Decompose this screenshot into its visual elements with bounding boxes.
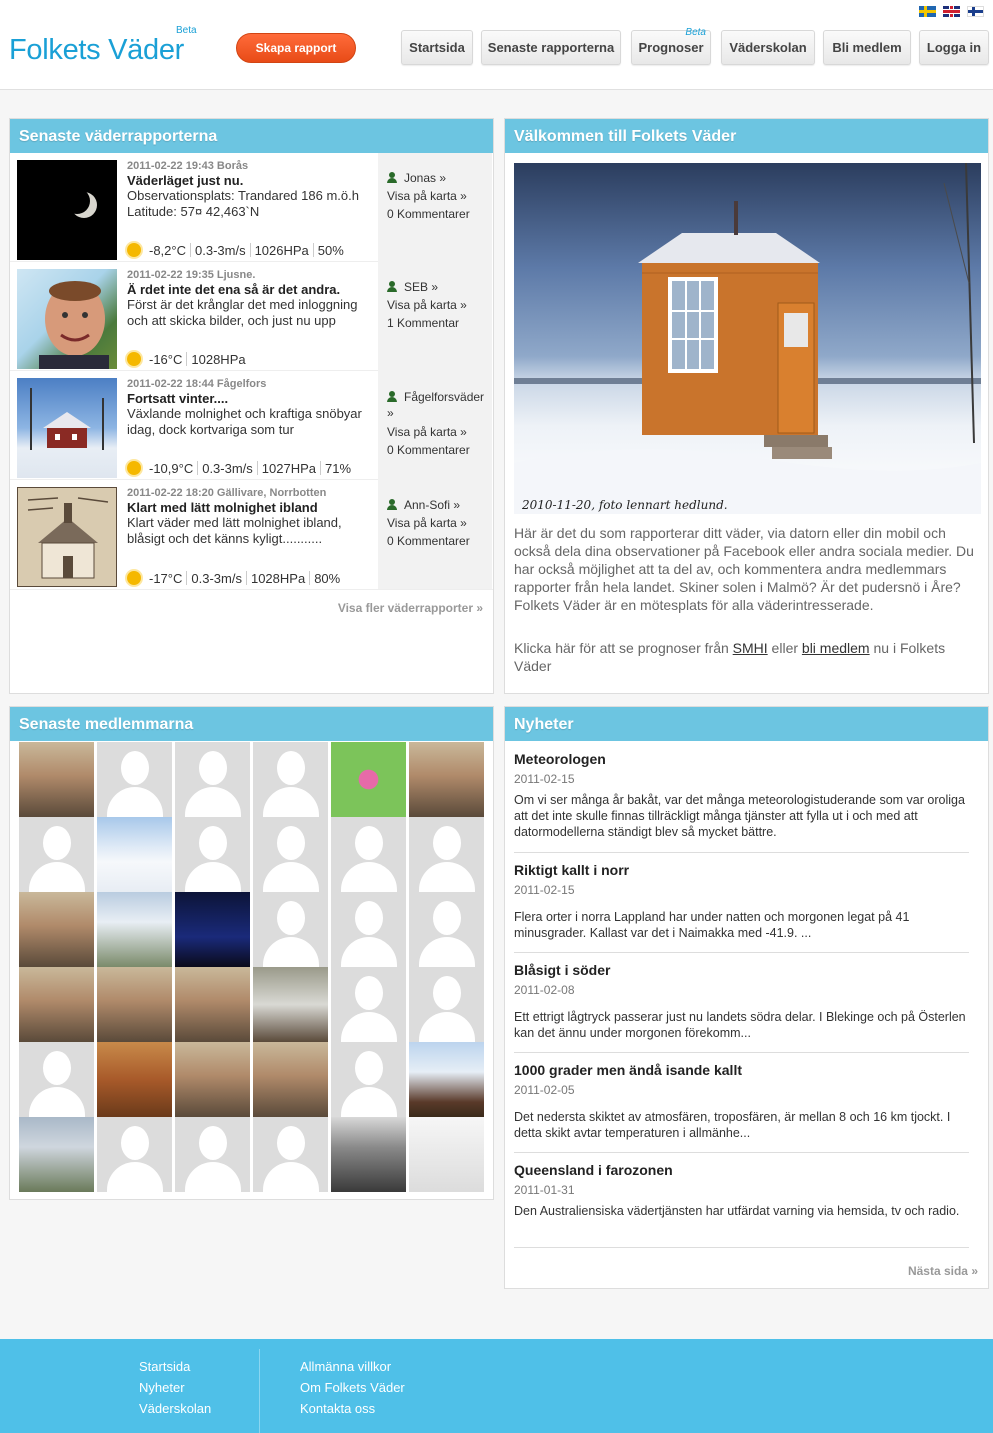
report-meta: 2011-02-22 19:35 Ljusne. [127, 269, 256, 281]
create-report-button[interactable]: Skapa rapport [236, 33, 356, 63]
report-map-link[interactable]: Visa på karta » [387, 516, 467, 530]
report-map-link[interactable]: Visa på karta » [387, 425, 467, 439]
news-item-date: 2011-02-15 [514, 883, 575, 897]
news-item-date: 2011-02-08 [514, 983, 575, 997]
report-temp: -17°C [149, 570, 183, 586]
nav-bli-medlem[interactable]: Bli medlem [823, 30, 911, 65]
member-avatar[interactable] [175, 1042, 250, 1117]
sunny-icon [127, 571, 141, 585]
report-user-link[interactable]: Ann-Sofi » [404, 498, 461, 512]
report-text: Växlande molnighet och kraftiga snöbyar idag, dock kortvariga som tur [127, 406, 362, 437]
welcome-text: Här är det du som rapporterar ditt väder, via datorn eller din mobil och också dela dina observationer på Facebook eller andra sociala medier. Du har också möjlighet att ta del av, och kommentera andra medlemmars rapporter från hela landet. Skiner solen i Malmö? Är det pudersnö i Åre? Folkets Väder är en mötesplats för alla väderintresserade. [514, 525, 974, 613]
report-thumbnail[interactable] [17, 487, 117, 587]
report-item [10, 153, 492, 262]
footer-link-vaderskolan[interactable]: Väderskolan [139, 1401, 212, 1416]
news-item-text: Den Australiensiska vädertjänsten har utfärdat varning via hemsida, tv och radio. [514, 1204, 960, 1218]
report-sidebar [378, 371, 492, 480]
member-avatar[interactable] [19, 742, 94, 817]
report-title[interactable]: Ä rdet inte det ena så är det andra. [127, 282, 341, 297]
report-pressure: 1028HPa [191, 351, 246, 367]
footer-link-om[interactable]: Om Folkets Väder [300, 1380, 405, 1395]
site-header [0, 0, 993, 90]
report-meta: 2011-02-22 19:43 Borås [127, 160, 249, 172]
nav-vaderskolan[interactable]: Väderskolan [721, 30, 815, 65]
user-icon [387, 391, 397, 402]
member-avatar[interactable] [97, 817, 172, 892]
latest-reports-title: Senaste väderrapporterna [10, 119, 493, 153]
report-stats [127, 241, 344, 259]
become-member-link[interactable]: bli medlem [801, 640, 870, 656]
user-icon [387, 281, 397, 292]
report-text: Först är det krånglar det med inloggning och att skicka bilder, och just nu upp [127, 297, 358, 328]
report-thumbnail[interactable] [17, 160, 117, 260]
member-avatar-placeholder[interactable] [97, 1117, 172, 1192]
language-flags [919, 6, 984, 17]
member-avatar-placeholder[interactable] [253, 817, 328, 892]
member-avatar[interactable] [409, 742, 484, 817]
report-user-link[interactable]: SEB » [404, 280, 439, 294]
site-logo[interactable]: Folkets Väder [9, 34, 185, 66]
footer-divider [259, 1349, 260, 1433]
member-avatar[interactable] [19, 1117, 94, 1192]
report-text: Observationsplats: Trandared 186 m.ö.h Latitude: 57¤ 42,463`N [127, 188, 359, 219]
report-sidebar [378, 262, 492, 371]
report-title[interactable]: Klart med lätt molnighet ibland [127, 500, 318, 515]
report-user-link[interactable]: Jonas » [404, 171, 447, 185]
news-item-text: Det nedersta skiktet av atmosfären, troposfären, är mellan 8 och 16 km tjockt. I detta skikt avtar temperaturen i allmänhe... [514, 1110, 951, 1140]
site-footer [0, 1339, 993, 1433]
member-avatar-placeholder[interactable] [331, 817, 406, 892]
welcome-cta [514, 639, 974, 675]
nav-prognoser[interactable] [631, 27, 711, 65]
news-item-title[interactable]: Blåsigt i söder [514, 962, 611, 978]
member-avatar-placeholder[interactable] [253, 742, 328, 817]
member-avatar[interactable] [175, 967, 250, 1042]
report-item [10, 480, 492, 589]
report-pressure: 1027HPa [261, 460, 317, 476]
welcome-cta-text-a: Klicka här för att se prognoser från [514, 640, 733, 656]
member-avatar-placeholder[interactable] [253, 892, 328, 967]
news-item [514, 962, 969, 1053]
latest-members-panel [9, 706, 494, 1200]
news-item-date: 2011-01-31 [514, 1183, 575, 1197]
report-humidity: 80% [314, 570, 341, 586]
report-thumbnail[interactable] [17, 269, 117, 369]
footer-link-startsida[interactable]: Startsida [139, 1359, 191, 1374]
member-avatar-placeholder[interactable] [253, 1117, 328, 1192]
member-avatar[interactable] [331, 742, 406, 817]
member-avatar[interactable] [331, 1117, 406, 1192]
member-avatar[interactable] [253, 1042, 328, 1117]
report-text: Klart väder med lätt molnighet ibland, blåsigt och det känns kyligt........... [127, 515, 342, 546]
news-item [514, 862, 969, 953]
member-avatar-placeholder[interactable] [409, 892, 484, 967]
main-nav [0, 27, 993, 66]
latest-members-title: Senaste medlemmarna [10, 707, 493, 741]
partly-sunny-icon [127, 243, 141, 257]
welcome-photo [514, 163, 981, 514]
report-sidebar [378, 480, 492, 589]
member-avatar[interactable] [175, 892, 250, 967]
member-avatar-placeholder[interactable] [331, 1042, 406, 1117]
member-avatar-placeholder[interactable] [175, 1117, 250, 1192]
report-stats [127, 350, 246, 368]
welcome-cta-text-b: eller [767, 640, 802, 656]
report-comments-link[interactable]: 0 Kommentarer [387, 207, 470, 221]
member-avatar[interactable] [409, 1042, 484, 1117]
report-map-link[interactable]: Visa på karta » [387, 189, 467, 203]
report-temp: -10,9°C [149, 460, 194, 476]
news-item-title[interactable]: Riktigt kallt i norr [514, 862, 630, 878]
member-avatar-placeholder[interactable] [19, 1042, 94, 1117]
welcome-title: Välkommen till Folkets Väder [505, 119, 988, 153]
member-avatar[interactable] [19, 967, 94, 1042]
member-avatar-placeholder[interactable] [175, 817, 250, 892]
report-comments-link[interactable]: 0 Kommentarer [387, 534, 470, 548]
news-item [514, 1062, 969, 1153]
news-title: Nyheter [505, 707, 988, 741]
news-panel [504, 706, 989, 1289]
member-avatar[interactable] [97, 967, 172, 1042]
more-reports-link[interactable]: Visa fler väderrapporter » [337, 601, 483, 615]
report-wind: 0.3-3m/s [202, 460, 253, 476]
member-avatar-placeholder[interactable] [175, 742, 250, 817]
smhi-link[interactable]: SMHI [732, 640, 768, 656]
member-avatar[interactable] [97, 892, 172, 967]
nav-senaste-rapporterna[interactable]: Senaste rapporterna [481, 30, 621, 65]
swedish-flag-icon[interactable] [919, 6, 936, 17]
uk-flag-icon[interactable] [943, 6, 960, 17]
report-temp: -16°C [149, 351, 183, 367]
nav-prognoser-label: Prognoser [638, 40, 704, 55]
news-item [514, 1162, 969, 1248]
report-title[interactable]: Fortsatt vinter.... [127, 391, 229, 406]
photo-caption: 2010-11-20, foto lennart hedlund. [522, 498, 728, 512]
nav-beta-badge: Beta [685, 27, 706, 38]
news-item-text: Om vi ser många år bakåt, var det många meteorologistuderande som var oroliga att det inte skulle finnas tillräckligt många tjänster att fylla ut i och med att datormodellerna ständigt blev så mycket bättre. [514, 793, 965, 839]
member-avatar-placeholder[interactable] [331, 892, 406, 967]
user-icon [387, 499, 397, 510]
nav-startsida[interactable]: Startsida [401, 30, 473, 65]
report-humidity: 71% [325, 460, 352, 476]
report-user-link[interactable]: Fågelforsväder » [387, 390, 485, 420]
report-map-link[interactable]: Visa på karta » [387, 298, 467, 312]
partly-sunny-icon [127, 352, 141, 366]
finnish-flag-icon[interactable] [967, 6, 984, 17]
footer-link-villkor[interactable]: Allmänna villkor [300, 1359, 392, 1374]
news-item-date: 2011-02-15 [514, 772, 575, 786]
report-item [10, 371, 492, 480]
report-stats [127, 459, 351, 477]
report-wind: 0.3-3m/s [191, 570, 242, 586]
report-title[interactable]: Väderläget just nu. [127, 173, 244, 188]
member-avatar[interactable] [253, 967, 328, 1042]
report-comments-link[interactable]: 1 Kommentar [387, 316, 460, 330]
member-avatar[interactable] [19, 892, 94, 967]
member-avatar[interactable] [409, 1117, 484, 1192]
report-item [10, 262, 492, 371]
report-temp: -8,2°C [149, 242, 186, 258]
report-pressure: 1026HPa [254, 242, 309, 258]
news-item-date: 2011-02-05 [514, 1083, 575, 1097]
news-item-title[interactable]: Meteorologen [514, 751, 606, 767]
member-avatar-placeholder[interactable] [97, 742, 172, 817]
footer-link-kontakt[interactable]: Kontakta oss [300, 1401, 376, 1416]
report-meta: 2011-02-22 18:44 Fågelfors [127, 378, 267, 390]
member-avatar-placeholder[interactable] [409, 817, 484, 892]
nav-logga-in[interactable]: Logga in [919, 30, 989, 65]
report-pressure: 1028HPa [250, 570, 306, 586]
report-sidebar [378, 153, 492, 262]
member-avatar-placeholder[interactable] [409, 967, 484, 1042]
member-avatar-placeholder[interactable] [331, 967, 406, 1042]
report-thumbnail[interactable] [17, 378, 117, 478]
report-meta: 2011-02-22 18:20 Gällivare, Norrbotten [127, 487, 327, 499]
report-stats [127, 569, 340, 587]
report-wind: 0.3-3m/s [195, 242, 246, 258]
beta-label: Beta [176, 25, 197, 36]
member-avatar-placeholder[interactable] [19, 817, 94, 892]
news-item-title[interactable]: Queensland i farozonen [514, 1162, 673, 1178]
news-item-title[interactable]: 1000 grader men ändå isande kallt [514, 1062, 742, 1078]
latest-reports-panel [9, 118, 494, 694]
report-humidity: 50% [317, 242, 344, 258]
user-icon [387, 172, 397, 183]
news-item [514, 751, 969, 853]
welcome-panel [504, 118, 989, 694]
footer-link-nyheter[interactable]: Nyheter [139, 1380, 185, 1395]
news-item-text: Flera orter i norra Lappland har under natten och morgonen legat på 41 minusgrader. Kallast var det i Naimakka med -41.9. ... [514, 910, 910, 940]
partly-sunny-icon [127, 461, 141, 475]
news-item-text: Ett ettrigt lågtryck passerar just nu landets södra delar. I Blekinge och på Österlen kan det ännu under morgonen förekomm... [514, 1010, 966, 1040]
member-avatar[interactable] [97, 1042, 172, 1117]
report-comments-link[interactable]: 0 Kommentarer [387, 443, 470, 457]
welcome-cta-text-c: nu i Folkets Väder [514, 640, 946, 674]
next-page-link[interactable]: Nästa sida » [907, 1264, 978, 1278]
